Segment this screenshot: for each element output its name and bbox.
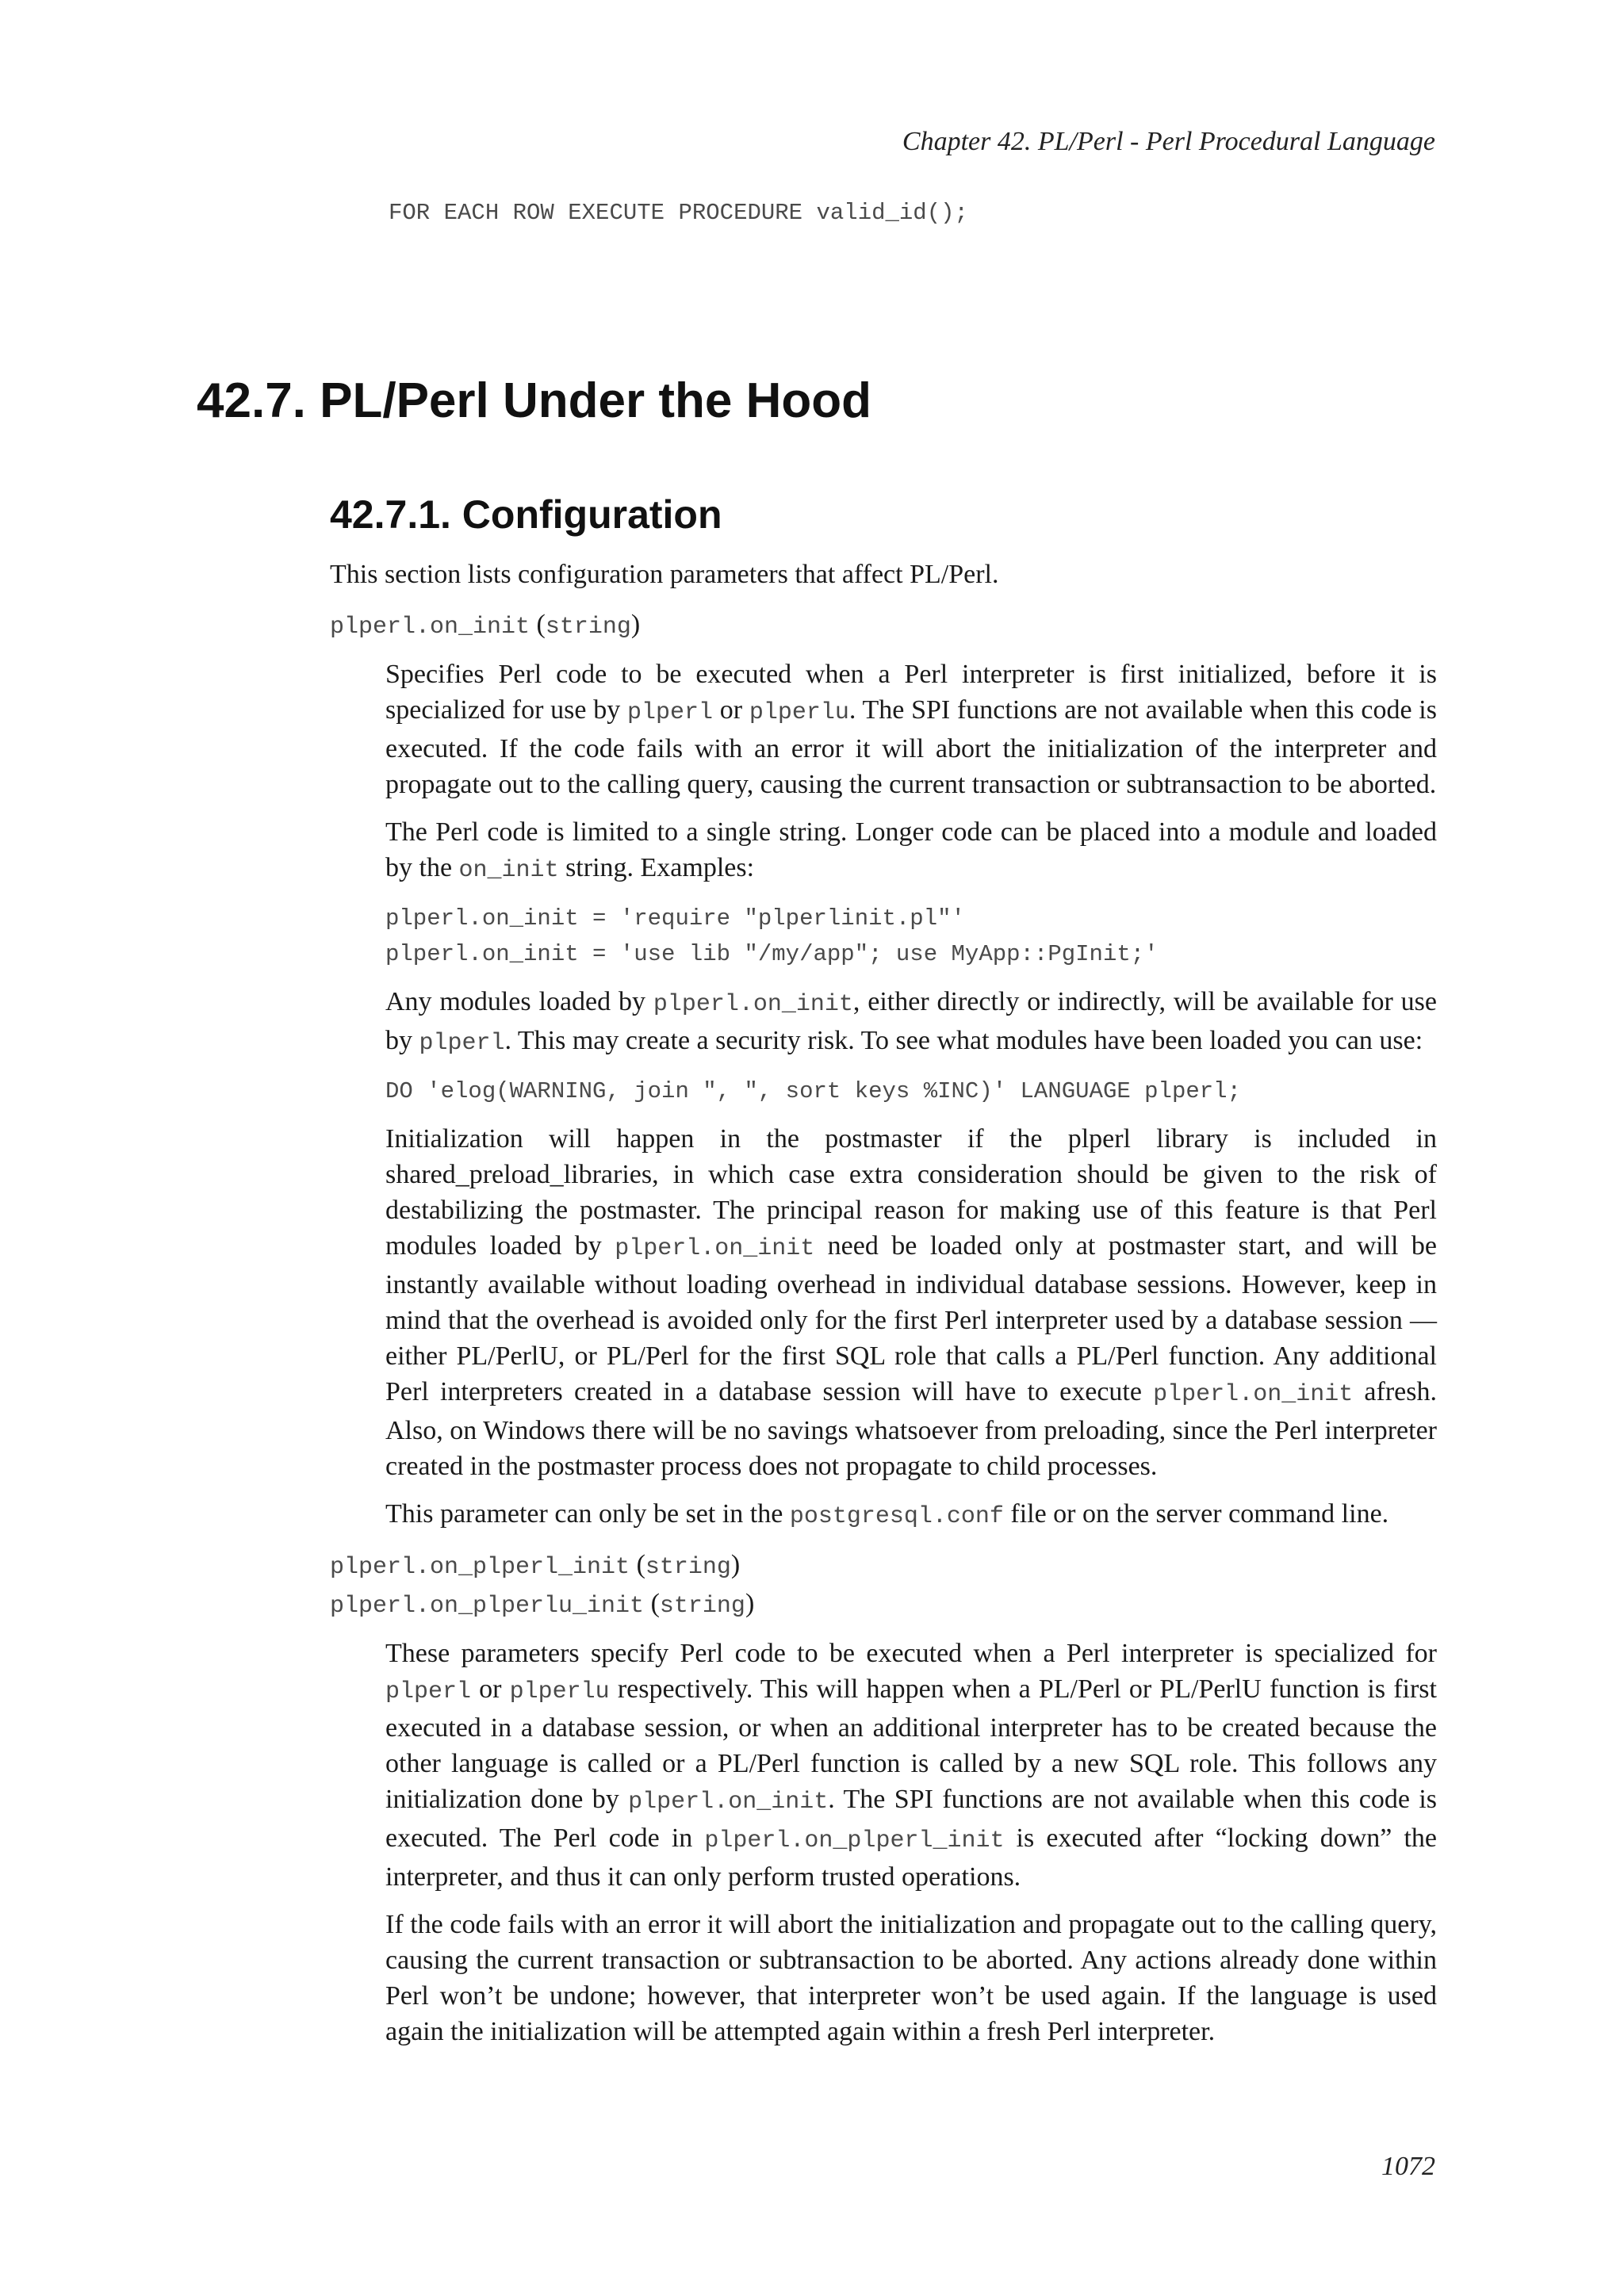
- param-description-on-init: [385, 656, 1437, 1535]
- running-header: Chapter 42. PL/Perl - Perl Procedural Language: [902, 127, 1435, 156]
- section-title: 42.7. PL/Perl Under the Hood: [197, 373, 871, 428]
- subsection-title: 42.7.1. Configuration: [330, 492, 722, 537]
- code-example: DO 'elog(WARNING, join ", ", sort keys %INC)' LANGUAGE plperl;: [385, 1078, 1241, 1104]
- code-example: plperl.on_init = 'require "plperlinit.pl"' plperl.on_init = 'use lib "/my/app"; use MyApp::PgInit;': [385, 905, 1159, 967]
- param-type: string: [659, 1593, 745, 1620]
- page-number: 1072: [1381, 2152, 1435, 2181]
- paragraph: Specifies Perl code to be executed when a Perl interpreter is first initialized, before it is specialized for use by plperl or plperlu. The SPI functions are not available when this code is executed. If the code fails with an error it will abort the initialization of the interpreter and propagate out to the calling query, causing the current transaction or subtransaction to be aborted.: [385, 660, 1437, 799]
- param-description-on-plperl-init: [385, 1636, 1437, 2049]
- paragraph: Initialization will happen in the postmaster if the plperl library is included in shared_preload_libraries, in which case extra consideration should be given to the risk of destabilizing the postmaster. The principal reason for making use of this feature is that Perl modules loaded by plperl.on_init need be loaded only at postmaster start, and will be instantly available without loading overhead in individual database sessions. However, keep in mind that the overhead is avoided only for the first Perl interpreter used by a database session — either PL/PerlU, or PL/Perl for the first SQL role that calls a PL/Perl function. Any additional Perl interpreters created in a database session will have to execute plperl.on_init afresh. Also, on Windows there will be no savings whatsoever from preloading, since the Perl interpreter created in the postmaster process does not propagate to child processes.: [385, 1124, 1437, 1481]
- param-term-on-plperl-init: plperl.on_plperl_init (string) plperl.on_plperlu_init (string): [330, 1550, 755, 1620]
- section-intro: This section lists configuration parameters that affect PL/Perl.: [330, 560, 999, 589]
- code-snippet: FOR EACH ROW EXECUTE PROCEDURE valid_id();: [389, 200, 968, 226]
- configuration-section: [330, 557, 1437, 2061]
- paragraph: The Perl code is limited to a single string. Longer code can be placed into a module and loaded by the on_init string. Examples:: [385, 817, 1437, 884]
- paragraph: Any modules loaded by plperl.on_init, either directly or indirectly, will be available for use by plperl. This may create a security risk. To see what modules have been loaded you can use:: [385, 987, 1437, 1057]
- param-name: plperl.on_plperlu_init: [330, 1593, 645, 1620]
- param-type: string: [645, 1554, 731, 1581]
- paragraph: This parameter can only be set in the postgresql.conf file or on the server command line.: [385, 1499, 1389, 1530]
- param-name: plperl.on_plperl_init: [330, 1554, 630, 1581]
- param-name: plperl.on_init: [330, 614, 530, 641]
- param-term-on-init: plperl.on_init (string): [330, 610, 641, 641]
- param-type: string: [545, 614, 631, 641]
- paragraph: These parameters specify Perl code to be executed when a Perl interpreter is specialized for plperl or plperlu respectively. This will happen when a PL/Perl or PL/PerlU function is first executed in a database session, or when an additional interpreter has to be created because the other language is called or a PL/Perl function is called by a new SQL role. This follows any initialization done by plperl.on_init. The SPI functions are not available when this code is executed. The Perl code in plperl.on_plperl_init is executed after “locking down” the interpreter, and thus it can only perform trusted operations.: [385, 1639, 1438, 1892]
- paragraph: If the code fails with an error it will abort the initialization and propagate out to the calling query, causing the current transaction or subtransaction to be aborted. Any actions already done within Perl won’t be undone; however, that interpreter won’t be used again. If the language is used again the initialization will be attempted again within a fresh Perl interpreter.: [385, 1910, 1437, 2046]
